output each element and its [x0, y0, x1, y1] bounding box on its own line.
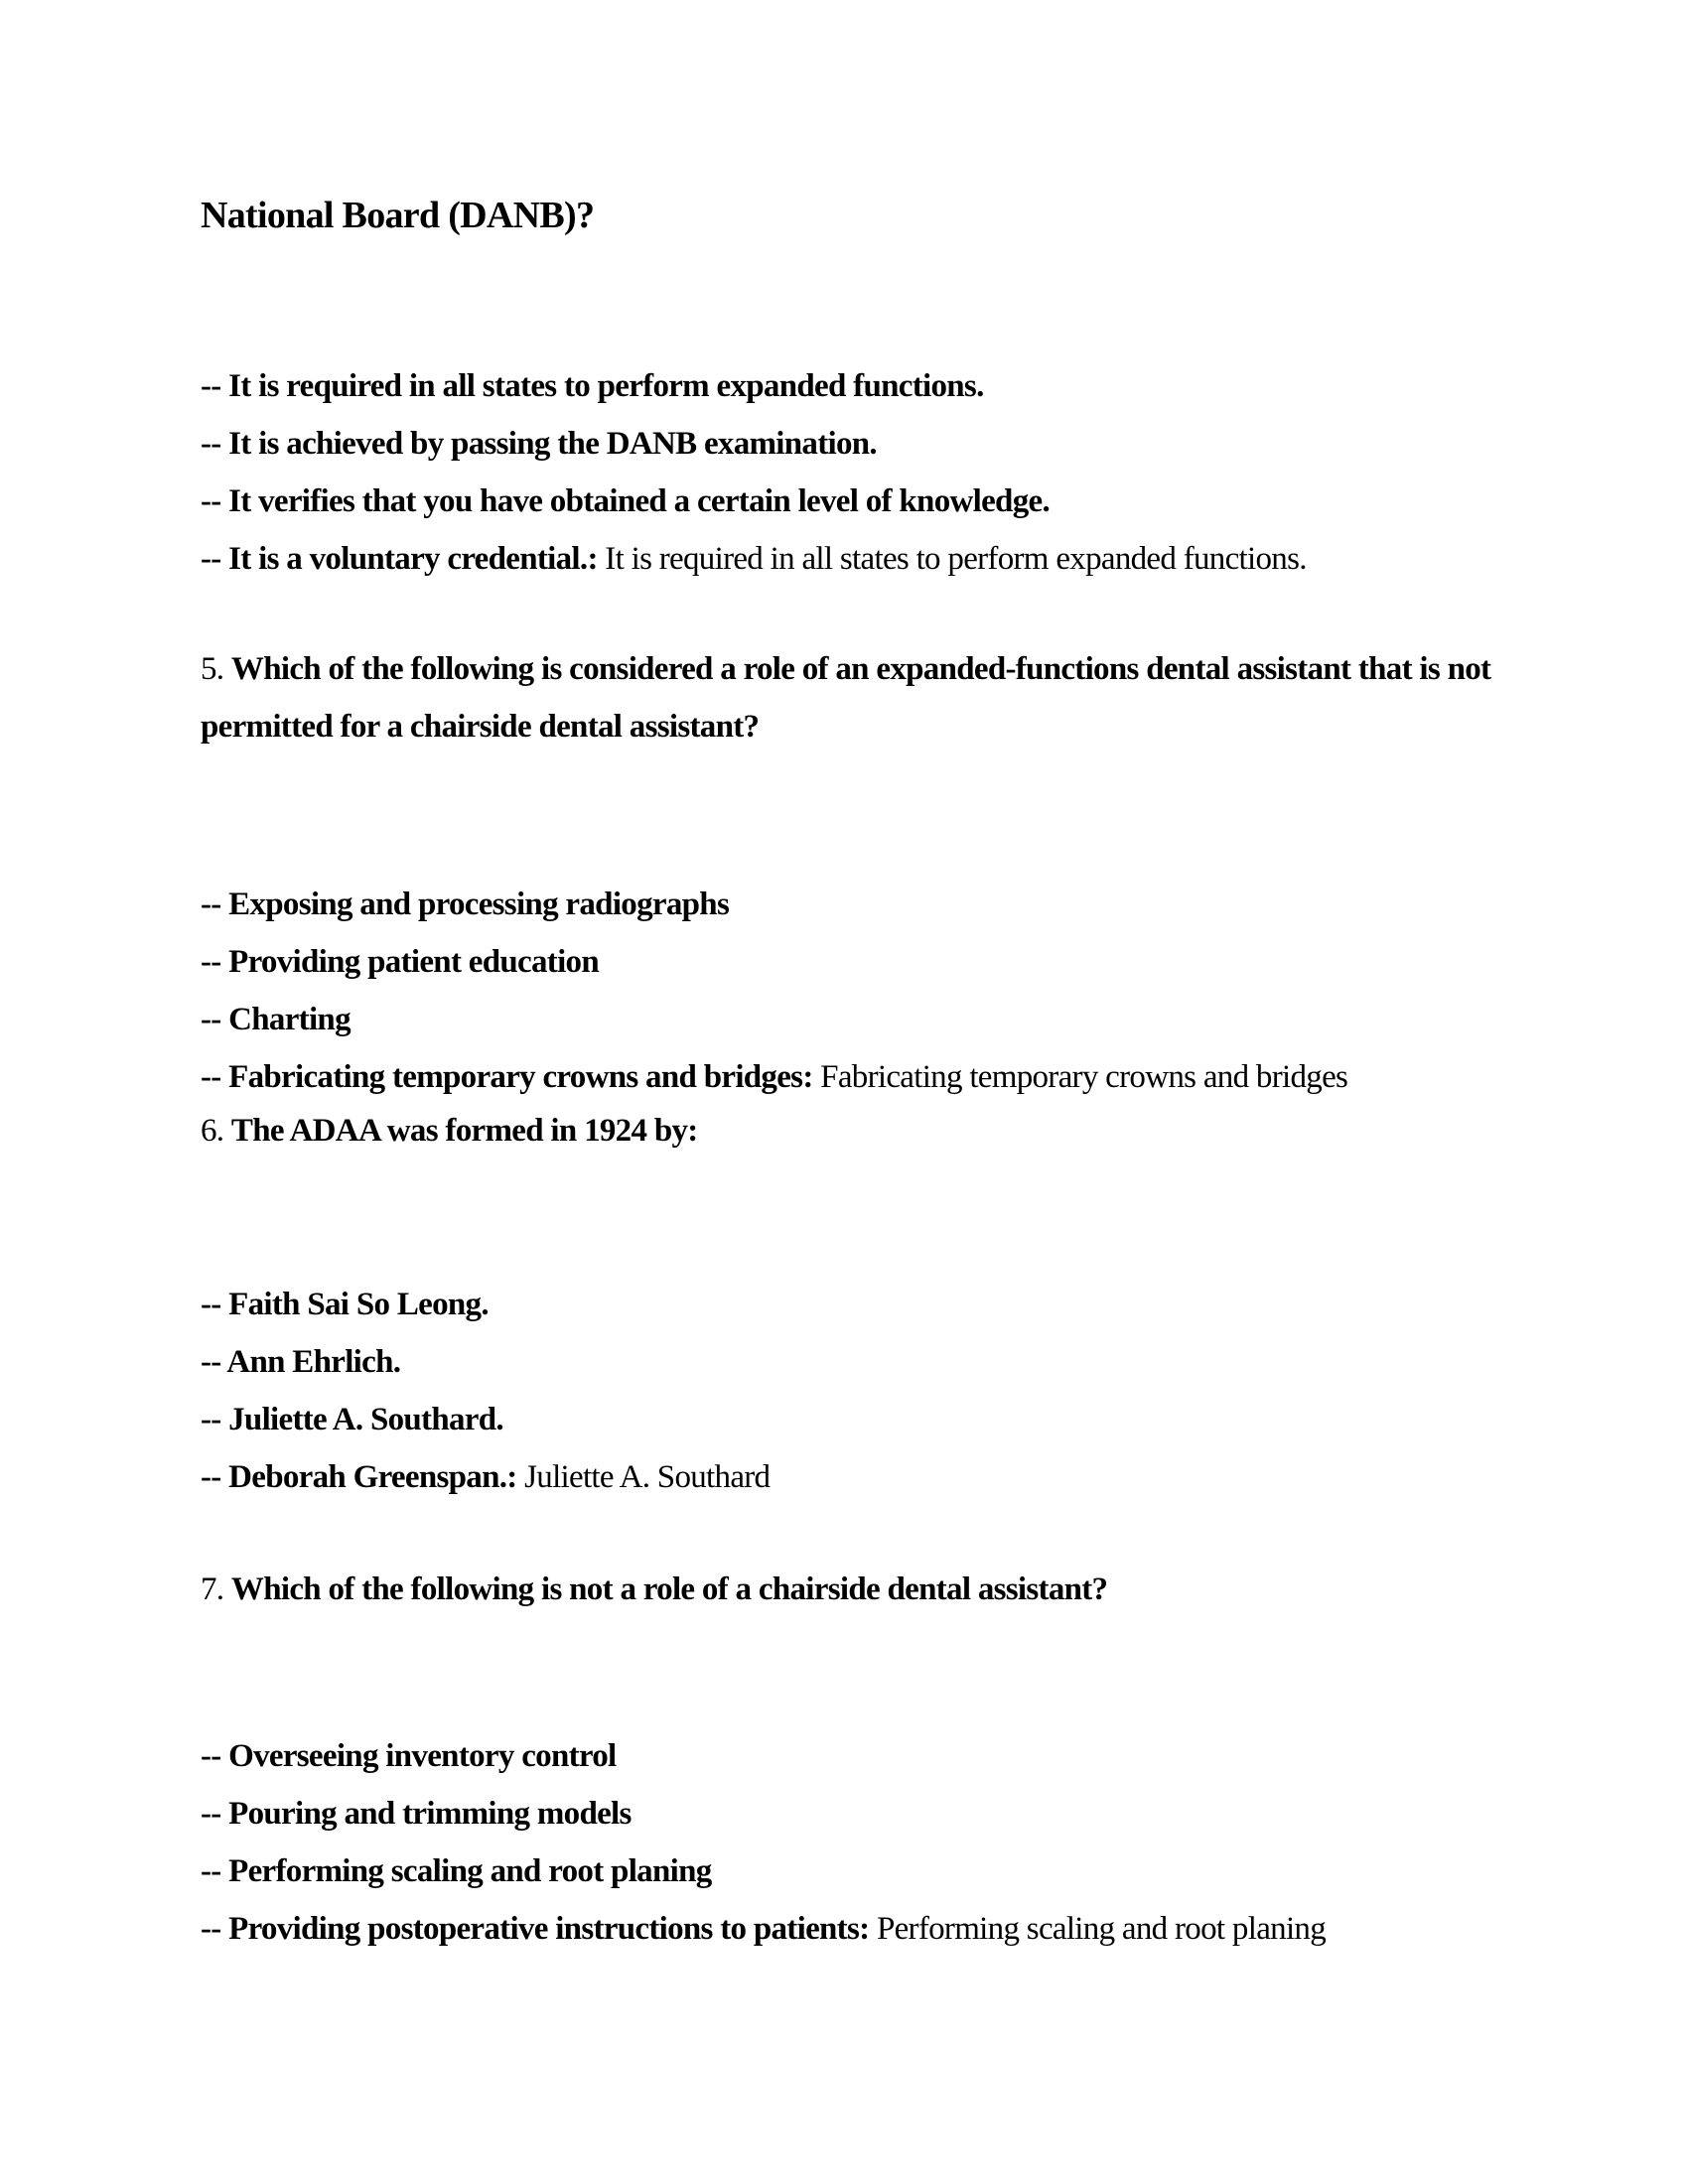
option-text: -- Providing postoperative instructions to patients: — [201, 1911, 870, 1947]
answer-option — [201, 933, 1531, 991]
option-text: -- It is achieved by passing the DANB examination. — [201, 426, 877, 462]
answer-option — [201, 1843, 1531, 1900]
answer-option — [201, 1391, 1531, 1448]
option-text: -- It is a voluntary credential.: — [201, 541, 598, 577]
danb-options-list — [201, 357, 1531, 588]
question-text: The ADAA was formed in 1924 by: — [230, 1113, 698, 1149]
option-text: -- Juliette A. Southard. — [201, 1402, 503, 1437]
answer-option — [201, 1727, 1531, 1785]
question-number: 5. — [201, 651, 231, 687]
question-5 — [201, 640, 1531, 755]
option-answer: Performing scaling and root planing — [869, 1911, 1327, 1947]
answer-option — [201, 1785, 1531, 1843]
option-text: -- Deborah Greenspan.: — [201, 1459, 517, 1495]
option-text: -- Providing patient education — [201, 944, 599, 980]
option-text: -- Pouring and trimming models — [201, 1796, 632, 1832]
answer-option — [201, 415, 1531, 473]
question-number: 7. — [201, 1571, 231, 1607]
question-6 — [201, 1102, 1531, 1160]
question-6-options-list — [201, 1276, 1531, 1506]
answer-option — [201, 473, 1531, 530]
option-answer: Juliette A. Southard — [516, 1459, 771, 1495]
question-5-options-list — [201, 876, 1531, 1106]
answer-option — [201, 1276, 1531, 1333]
answer-option — [201, 357, 1531, 415]
answer-option — [201, 1900, 1531, 1958]
answer-option — [201, 1448, 1531, 1506]
option-text: -- Overseeing inventory control — [201, 1738, 617, 1774]
answer-option — [201, 1048, 1531, 1106]
option-text: -- Faith Sai So Leong. — [201, 1287, 489, 1322]
option-answer: It is required in all states to perform expanded functions. — [597, 541, 1307, 577]
option-text: -- It is required in all states to perform expanded functions. — [201, 368, 984, 404]
option-text: -- It verifies that you have obtained a certain level of knowledge. — [201, 483, 1050, 519]
option-text: -- Charting — [201, 1002, 351, 1037]
question-7-options-list — [201, 1727, 1531, 1958]
question-text: Which of the following is considered a role of an expanded-functions dental assistant that is not permitted for a chairside dental assistant? — [201, 651, 1491, 745]
option-text: -- Ann Ehrlich. — [201, 1344, 401, 1380]
answer-option — [201, 991, 1531, 1048]
question-text: Which of the following is not a role of a chairside dental assistant? — [230, 1571, 1108, 1607]
answer-option — [201, 1333, 1531, 1391]
option-answer: Fabricating temporary crowns and bridges — [812, 1059, 1348, 1095]
page-title: National Board (DANB)? — [201, 195, 595, 236]
answer-option — [201, 530, 1531, 588]
option-text: -- Fabricating temporary crowns and bridges: — [201, 1059, 813, 1095]
question-7 — [201, 1561, 1531, 1618]
option-text: -- Performing scaling and root planing — [201, 1853, 712, 1889]
option-text: -- Exposing and processing radiographs — [201, 887, 730, 922]
answer-option — [201, 876, 1531, 933]
question-number: 6. — [201, 1113, 231, 1149]
